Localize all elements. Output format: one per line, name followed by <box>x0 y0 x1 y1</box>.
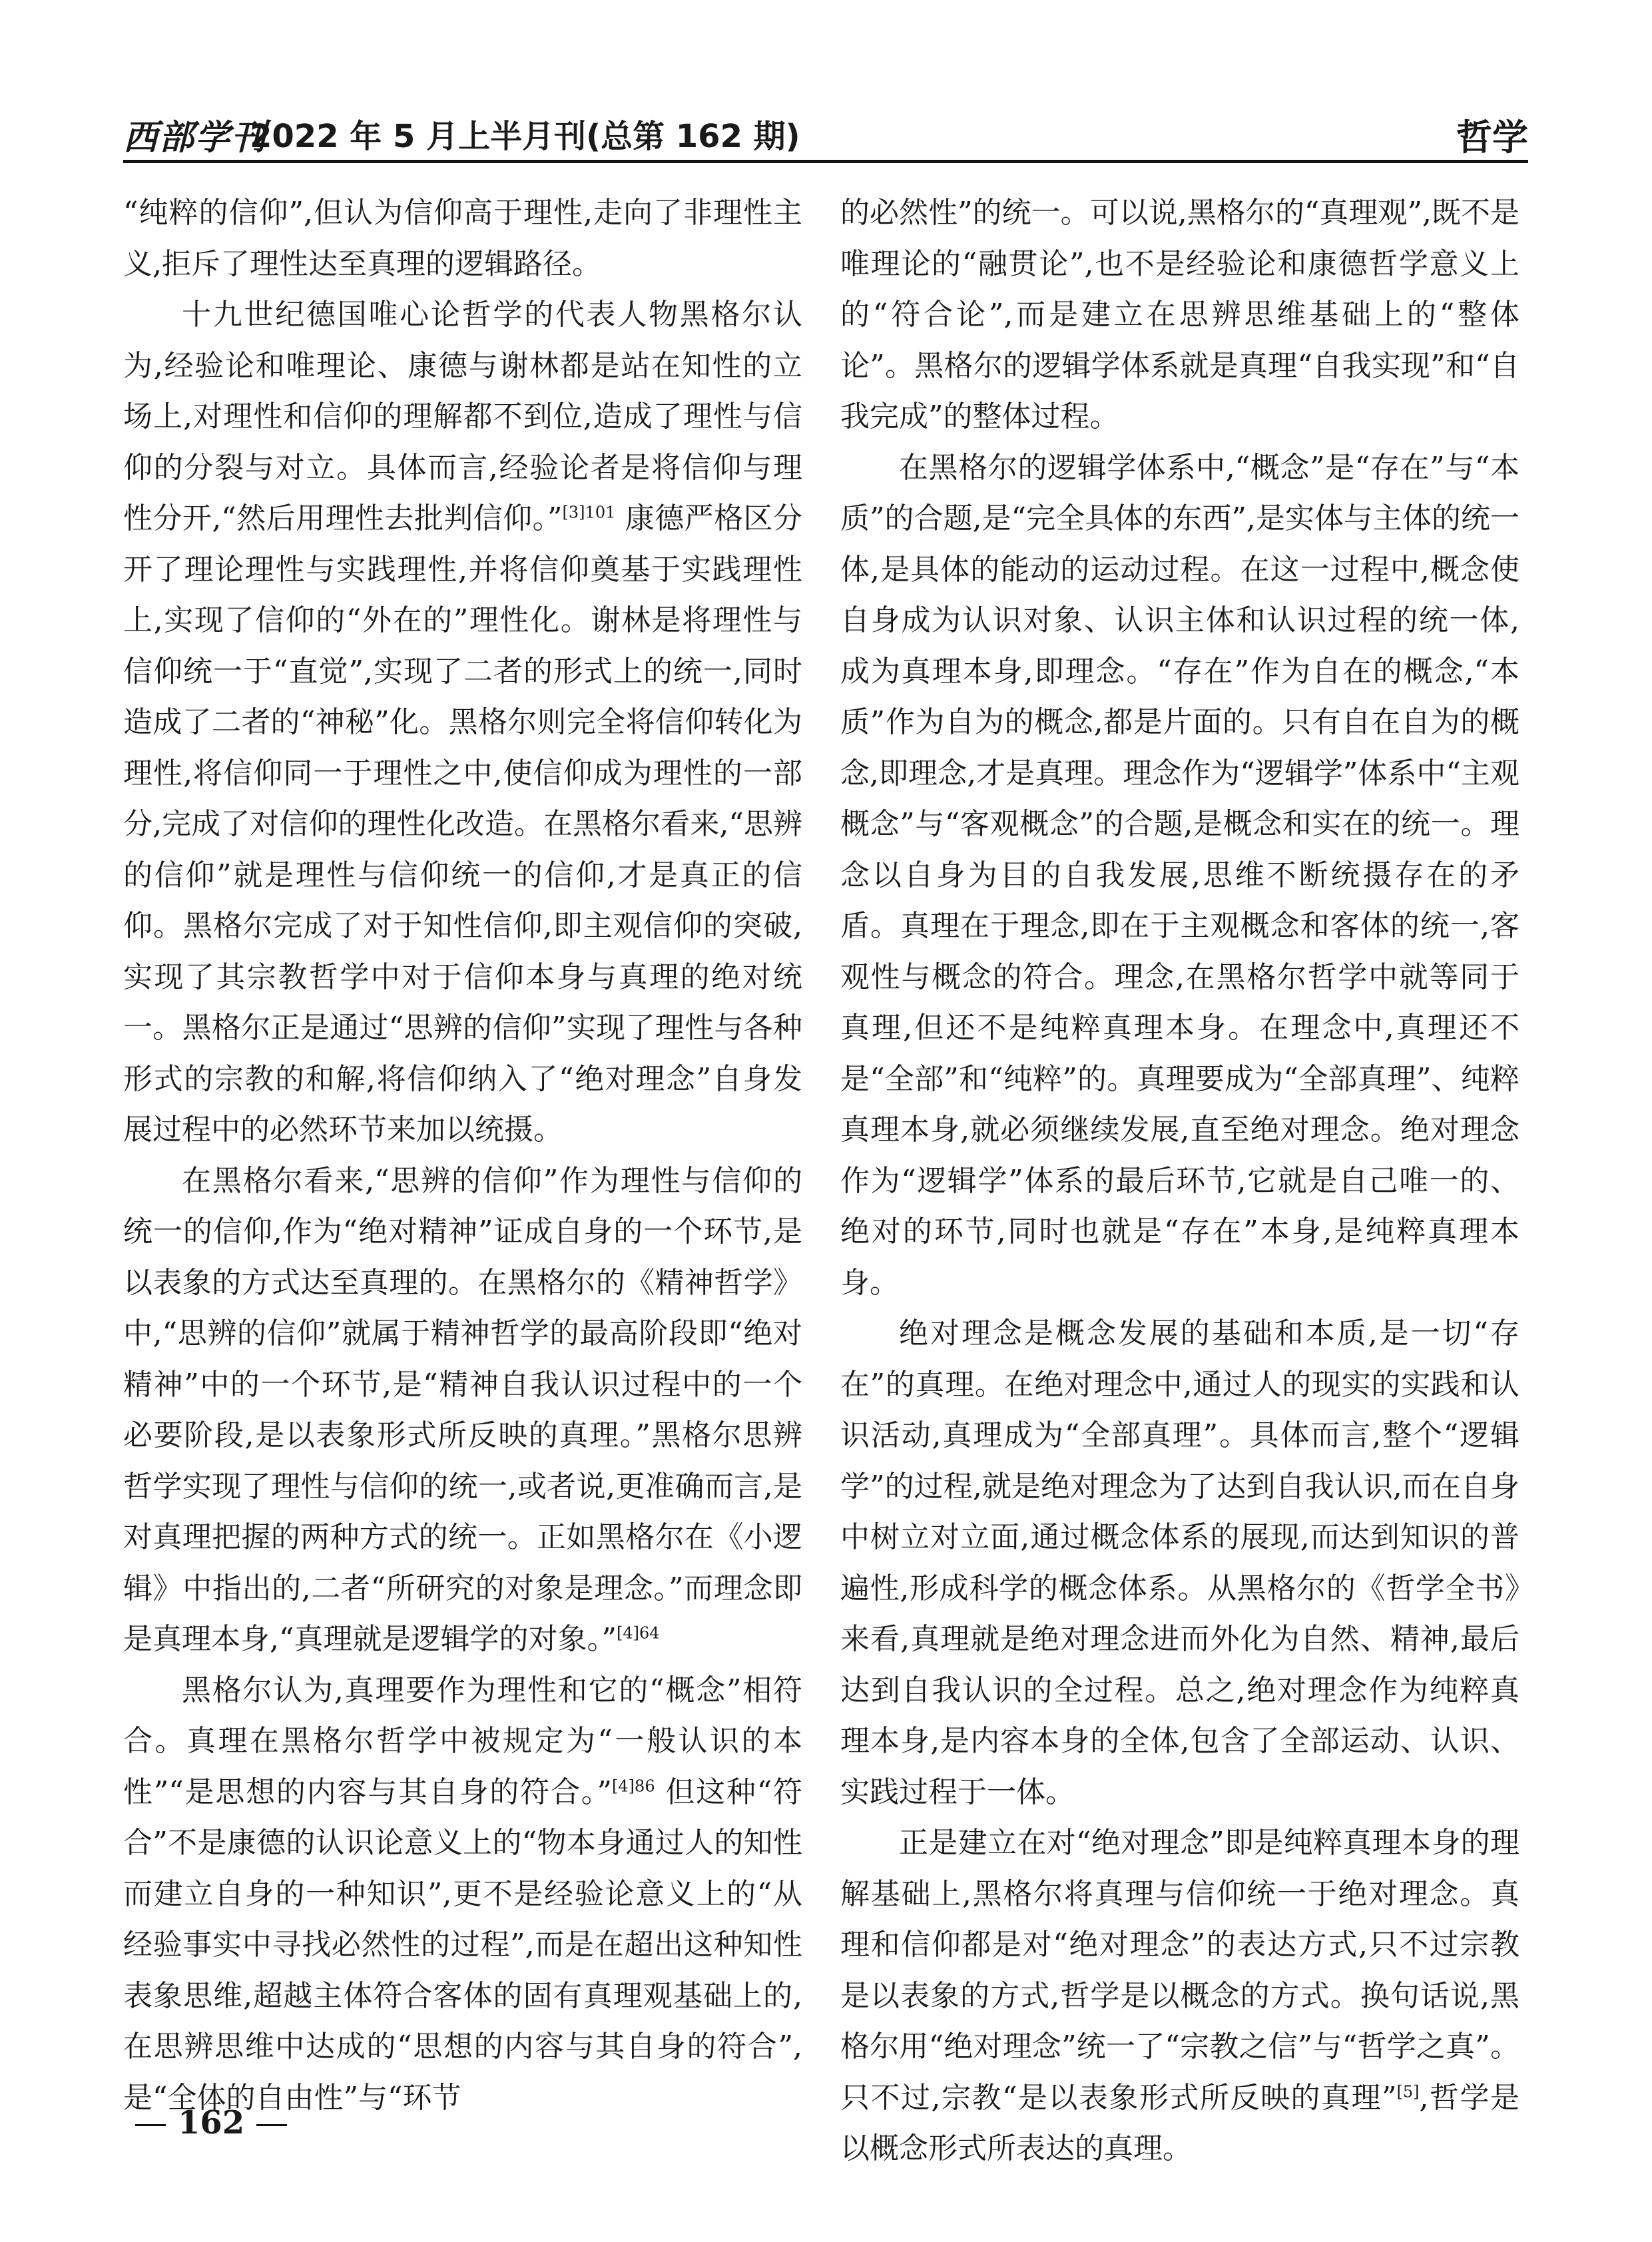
paragraph <box>840 1818 1519 2175</box>
citation-marker: [4]86 <box>612 1776 655 1795</box>
paragraph <box>123 1665 802 2124</box>
paragraph-text: 绝对理念是概念发展的基础和本质,是一切“存在”的真理。在绝对理念中,通过人的现实的实践和认识活动,真理成为“全部真理”。具体而言,整个“逻辑学”的过程,就是绝对理念为了达到自我认识,而在自身中树立对立面,通过概念体系的展现,而达到知识的普遍性,形成科学的概念体系。从黑格尔的《哲学全书》来看,真理就是绝对理念进而外化为自然、精神,最后达到自我认识的全过程。总之,绝对理念作为纯粹真理本身,是内容本身的全体,包含了全部运动、认识、实践过程于一体。 <box>840 1316 1519 1809</box>
paragraph-text: ,哲学是以概念形式所表达的真理。 <box>840 2080 1519 2165</box>
paragraph <box>840 1308 1519 1818</box>
left-column <box>123 188 802 2123</box>
paragraph <box>840 443 1519 1309</box>
header-rule <box>123 160 1528 163</box>
footer-dash-right <box>256 2124 287 2126</box>
footer-dash-left <box>135 2124 166 2126</box>
paragraph-text: “纯粹的信仰”,但认为信仰高于理性,走向了非理性主义,拒斥了理性达至真理的逻辑路径。 <box>123 196 802 281</box>
section-label: 哲学 <box>1456 117 1528 158</box>
paragraph-text: 十九世纪德国唯心论哲学的代表人物黑格尔认为,经验论和唯理论、康德与谢林都是站在知性的立场上,对理性和信仰的理解都不到位,造成了理性与信仰的分裂与对立。具体而言,经验论者是将信仰与理性分开,“然后用理性去批判信仰。” <box>123 298 802 535</box>
paragraph <box>123 188 802 290</box>
journal-logo: 西部学刊 <box>123 117 268 158</box>
running-header <box>123 107 1528 158</box>
citation-marker: [4]64 <box>616 1623 660 1643</box>
paragraph-text: 在黑格尔看来,“思辨的信仰”作为理性与信仰的统一的信仰,作为“绝对精神”证成自身的一个环节,是以表象的方式达至真理的。在黑格尔的《精神哲学》中,“思辨的信仰”就属于精神哲学的最高阶段即“绝对精神”中的一个环节,是“精神自我认识过程中的一个必要阶段,是以表象形式所反映的真理。”黑格尔思辨哲学实现了理性与信仰的统一,或者说,更准确而言,是对真理把握的两种方式的统一。正如黑格尔在《小逻辑》中指出的,二者“所研究的对象是理念。”而理念即是真理本身,“真理就是逻辑学的对象。” <box>123 1163 802 1656</box>
paragraph <box>840 188 1519 443</box>
paragraph-text: 但这种“符合”不是康德的认识论意义上的“物本身通过人的知性而建立自身的一种知识”,更不是经验论意义上的“从经验事实中寻找必然性的过程”,而是在超出这种知性表象思维,超越主体符合客体的固有真理观基础上的,在思辨思维中达成的“思想的内容与其自身的符合”,是“全体的自由性”与“环节 <box>123 1775 802 2115</box>
paragraph-text: 在黑格尔的逻辑学体系中,“概念”是“存在”与“本质”的合题,是“完全具体的东西”,是实体与主体的统一体,是具体的能动的运动过程。在这一过程中,概念使自身成为认识对象、认识主体和认识过程的统一体,成为真理本身,即理念。“存在”作为自在的概念,“本质”作为自为的概念,都是片面的。只有自在自为的概念,即理念,才是真理。理念作为“逻辑学”体系中“主观概念”与“客观概念”的合题,是概念和实在的统一。理念以自身为目的自我发展,思维不断统摄存在的矛盾。真理在于理念,即在于主观概念和客体的统一,客观性与概念的符合。理念,在黑格尔哲学中就等同于真理,但还不是纯粹真理本身。在理念中,真理还不是“全部”和“纯粹”的。真理要成为“全部真理”、纯粹真理本身,就必须继续发展,直至绝对理念。绝对理念作为“逻辑学”体系的最后环节,它就是自己唯一的、绝对的环节,同时也就是“存在”本身,是纯粹真理本身。 <box>840 450 1520 1300</box>
journal-issue: 2022 年 5 月上半月刊(总第 162 期) <box>250 118 800 155</box>
right-column <box>840 188 1519 2175</box>
citation-marker: [3]101 <box>562 503 616 522</box>
paragraph-text: 黑格尔认为,真理要作为理性和它的“概念”相符合。真理在黑格尔哲学中被规定为“一般认识的本性”“是思想的内容与其自身的符合。” <box>123 1673 802 1809</box>
paragraph <box>123 1156 802 1665</box>
paragraph-text: 的必然性”的统一。可以说,黑格尔的“真理观”,既不是唯理论的“融贯论”,也不是经验论和康德哲学意义上的“符合论”,而是建立在思辨思维基础上的“整体论”。黑格尔的逻辑学体系就是真理“自我实现”和“自我完成”的整体过程。 <box>840 196 1519 433</box>
page-footer <box>123 2104 299 2141</box>
paragraph-text: 正是建立在对“绝对理念”即是纯粹真理本身的理解基础上,黑格尔将真理与信仰统一于绝对理念。真理和信仰都是对“绝对理念”的表达方式,只不过宗教是以表象的方式,哲学是以概念的方式。换句话说,黑格尔用“绝对理念”统一了“宗教之信”与“哲学之真”。只不过,宗教“是以表象形式所反映的真理” <box>840 1826 1519 2115</box>
paragraph <box>123 290 802 1156</box>
citation-marker: [5] <box>1396 2082 1420 2101</box>
page-number: 162 <box>178 2104 245 2141</box>
paragraph-text: 康德严格区分开了理论理性与实践理性,并将信仰奠基于实践理性上,实现了信仰的“外在的”理性化。谢林是将理性与信仰统一于“直觉”,实现了二者的形式上的统一,同时造成了二者的“神秘”化。黑格尔则完全将信仰转化为理性,将信仰同一于理性之中,使信仰成为理性的一部分,完成了对信仰的理性化改造。在黑格尔看来,“思辨的信仰”就是理性与信仰统一的信仰,才是真正的信仰。黑格尔完成了对于知性信仰,即主观信仰的突破,实现了其宗教哲学中对于信仰本身与真理的绝对统一。黑格尔正是通过“思辨的信仰”实现了理性与各种形式的宗教的和解,将信仰纳入了“绝对理念”自身发展过程中的必然环节来加以统摄。 <box>123 501 802 1147</box>
